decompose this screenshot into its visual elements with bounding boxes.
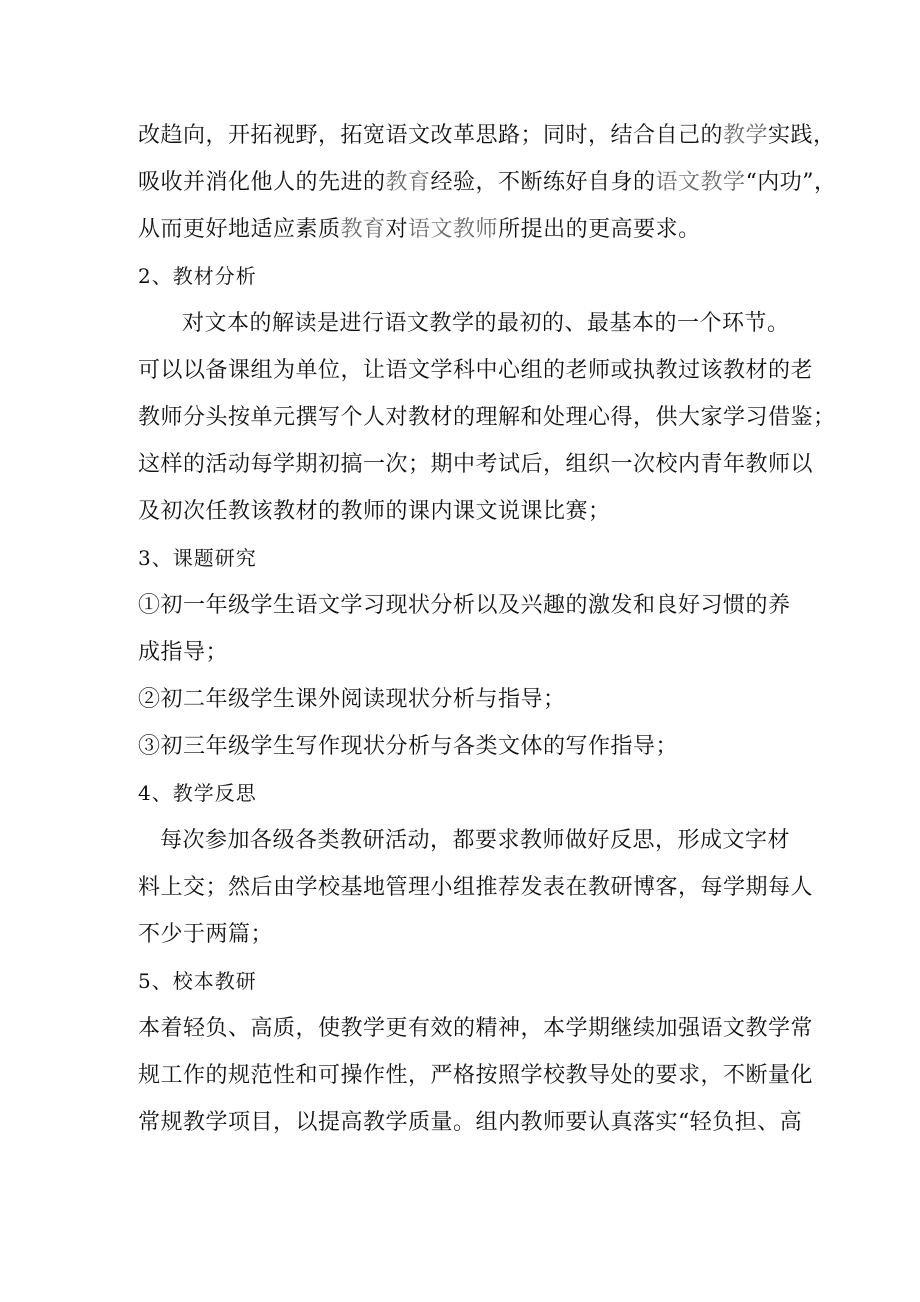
paragraph-line: 对文本的解读是进行语文教学的最初的、最基本的一个环节。 xyxy=(182,311,790,336)
paragraph-line xyxy=(138,112,836,159)
section-heading-2: 2、教材分析 xyxy=(138,264,257,288)
text-run: 吸收并消化他人的先进的 xyxy=(138,170,386,195)
list-item: ②初二年级学生课外阅读现状分析与指导； xyxy=(138,687,566,712)
highlight-term: 教育 xyxy=(385,170,431,195)
text-run: 改趋向，开拓视野，拓宽语文改革思路；同时，结合自己的 xyxy=(138,123,724,148)
paragraph-line: 规工作的规范性和可操作性，严格按照学校教导处的要求，不断量化 xyxy=(138,1063,814,1088)
section-heading-3: 3、课题研究 xyxy=(138,546,257,570)
highlight-term: 语文教师 xyxy=(408,217,499,242)
paragraph-line: 及初次任教该教材的教师的课内课文说课比赛； xyxy=(138,499,611,524)
section-heading-5: 5、校本教研 xyxy=(138,969,257,993)
text-run: 从而更好地适应素质 xyxy=(138,217,341,242)
text-run: “内功”， xyxy=(745,170,837,195)
highlight-term: 教学 xyxy=(723,123,769,148)
document-body xyxy=(138,112,837,1146)
paragraph-line: 可以以备课组为单位，让语文学科中心组的老师或执教过该教材的老 xyxy=(138,358,814,383)
text-run: 实践， xyxy=(768,123,836,148)
paragraph-line xyxy=(138,206,788,253)
highlight-term: 语文教学 xyxy=(655,170,746,195)
paragraph-line: 教师分头按单元撰写个人对教材的理解和处理心得，供大家学习借鉴； xyxy=(138,405,836,430)
paragraph-line: 不少于两篇； xyxy=(138,922,274,947)
paragraph-line xyxy=(138,159,837,206)
text-run: 对 xyxy=(385,217,409,242)
text-run: 所提出的更高要求。 xyxy=(498,217,701,242)
list-item-continuation: 成指导； xyxy=(138,640,229,665)
paragraph-line: 每次参加各级各类教研活动，都要求教师做好反思，形成文字材 xyxy=(160,828,791,853)
paragraph-line: 本着轻负、高质，使教学更有效的精神，本学期继续加强语文教学常 xyxy=(138,1016,814,1041)
list-item: ①初一年级学生语文学习现状分析以及兴趣的激发和良好习惯的养 xyxy=(138,593,791,618)
highlight-term: 教育 xyxy=(340,217,386,242)
paragraph-line: 料上交；然后由学校基地管理小组推荐发表在教研博客，每学期每人 xyxy=(138,875,814,900)
text-run: 经验，不断练好自身的 xyxy=(430,170,656,195)
list-item: ③初三年级学生写作现状分析与各类文体的写作指导； xyxy=(138,734,679,759)
paragraph-line: 常规教学项目，以提高教学质量。组内教师要认真落实“轻负担、高 xyxy=(138,1110,803,1135)
paragraph-line: 这样的活动每学期初搞一次；期中考试后，组织一次校内青年教师以 xyxy=(138,452,814,477)
section-heading-4: 4、教学反思 xyxy=(138,781,257,805)
